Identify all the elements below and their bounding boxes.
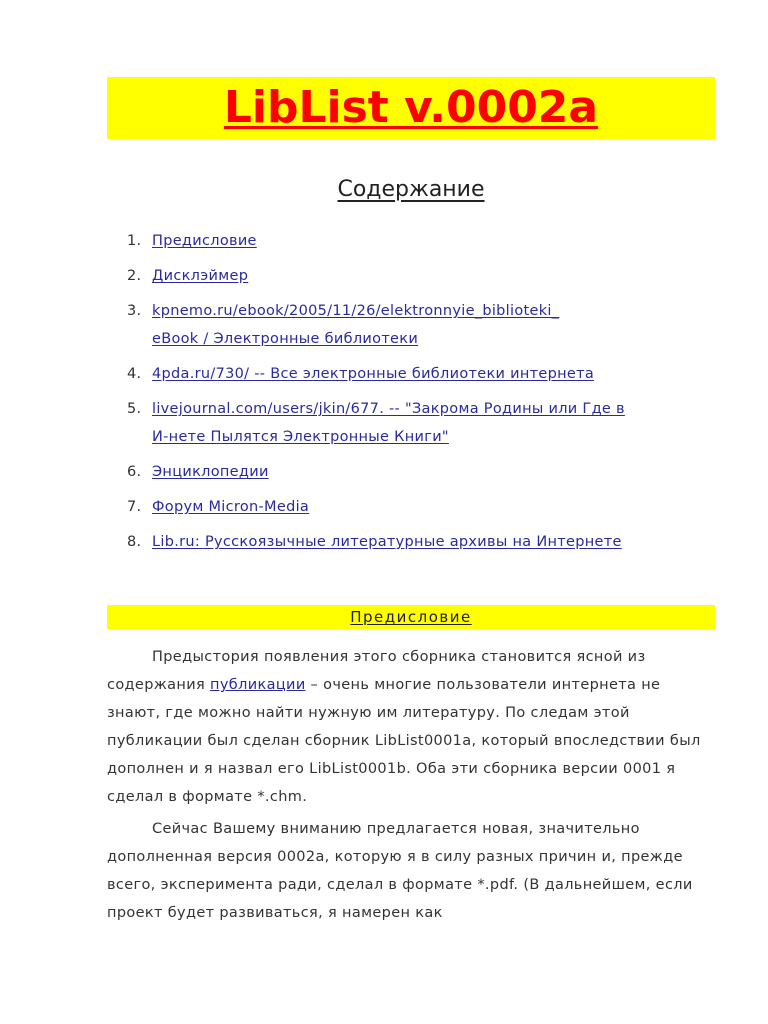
toc-link-micron-media[interactable]: Форум Micron-Media — [152, 499, 310, 515]
paragraph-text: Предыстория появления этого сборника становится ясной из содержания — [107, 649, 646, 693]
toc-heading: Содержание — [337, 177, 485, 202]
title-banner — [107, 77, 715, 139]
toc-number: 1. — [127, 233, 142, 249]
table-of-contents — [107, 227, 727, 563]
toc-link-line-1: kpnemo.ru/ebook/2005/11/26/elektronnyie_biblioteki_ — [152, 303, 560, 319]
toc-number: 3. — [127, 303, 142, 319]
toc-link-4pda[interactable]: 4pda.ru/730/ -- Все электронные библиотеки интернета — [152, 366, 595, 382]
paragraph-2: Сейчас Вашему вниманию предлагается новая, значительно дополненная версия 0002a, которую я в силу разных причин и, прежде всего, эксперимента ради, сделал в формате *.pdf. (В дальнейшем, если проект будет развиваться, я намерен как — [107, 821, 693, 921]
toc-item-8 — [107, 528, 727, 556]
paragraph-text: – очень многие пользователи интернета не знают, где можно найти нужную им литературу. По следам этой публикации был сделан сборник LibList0001a, который впоследствии был дополнен и я назвал его LibList0001b. Оба эти сборника версии 0001 я сделал в формате *.chm. — [107, 677, 701, 805]
paragraph-1 — [107, 643, 717, 811]
toc-link-line-1: livejournal.com/users/jkin/677. -- "Закрома Родины или Где в — [152, 401, 625, 417]
toc-item-2 — [107, 262, 727, 290]
toc-link-encyclopedias[interactable]: Энциклопедии — [152, 464, 269, 480]
section-banner — [107, 605, 715, 629]
toc-item-4 — [107, 360, 727, 388]
section-title: Предисловие — [350, 608, 472, 626]
toc-item-6 — [107, 458, 727, 486]
toc-link-lib-ru[interactable]: Lib.ru: Русскоязычные литературные архивы на Интернете — [152, 534, 622, 550]
toc-number: 7. — [127, 499, 142, 515]
toc-link-foreword[interactable]: Предисловие — [152, 233, 257, 249]
toc-item-7 — [107, 493, 727, 521]
toc-item-5 — [107, 395, 727, 451]
toc-link-disclaimer[interactable]: Дисклэймер — [152, 268, 249, 284]
toc-link-kpnemo[interactable] — [152, 303, 559, 347]
toc-number: 5. — [127, 401, 142, 417]
toc-number: 6. — [127, 464, 142, 480]
toc-link-line-2: И-нете Пылятся Электронные Книги" — [152, 429, 449, 445]
toc-item-1 — [107, 227, 727, 255]
toc-link-line-2: eBook / Электронные библиотеки — [152, 331, 419, 347]
toc-number: 2. — [127, 268, 142, 284]
toc-item-3 — [107, 297, 727, 353]
toc-number: 4. — [127, 366, 142, 382]
document-title: LibList v.0002a — [223, 82, 599, 133]
toc-number: 8. — [127, 534, 142, 550]
toc-link-livejournal[interactable] — [152, 401, 625, 445]
publication-link[interactable]: публикации — [210, 677, 306, 693]
